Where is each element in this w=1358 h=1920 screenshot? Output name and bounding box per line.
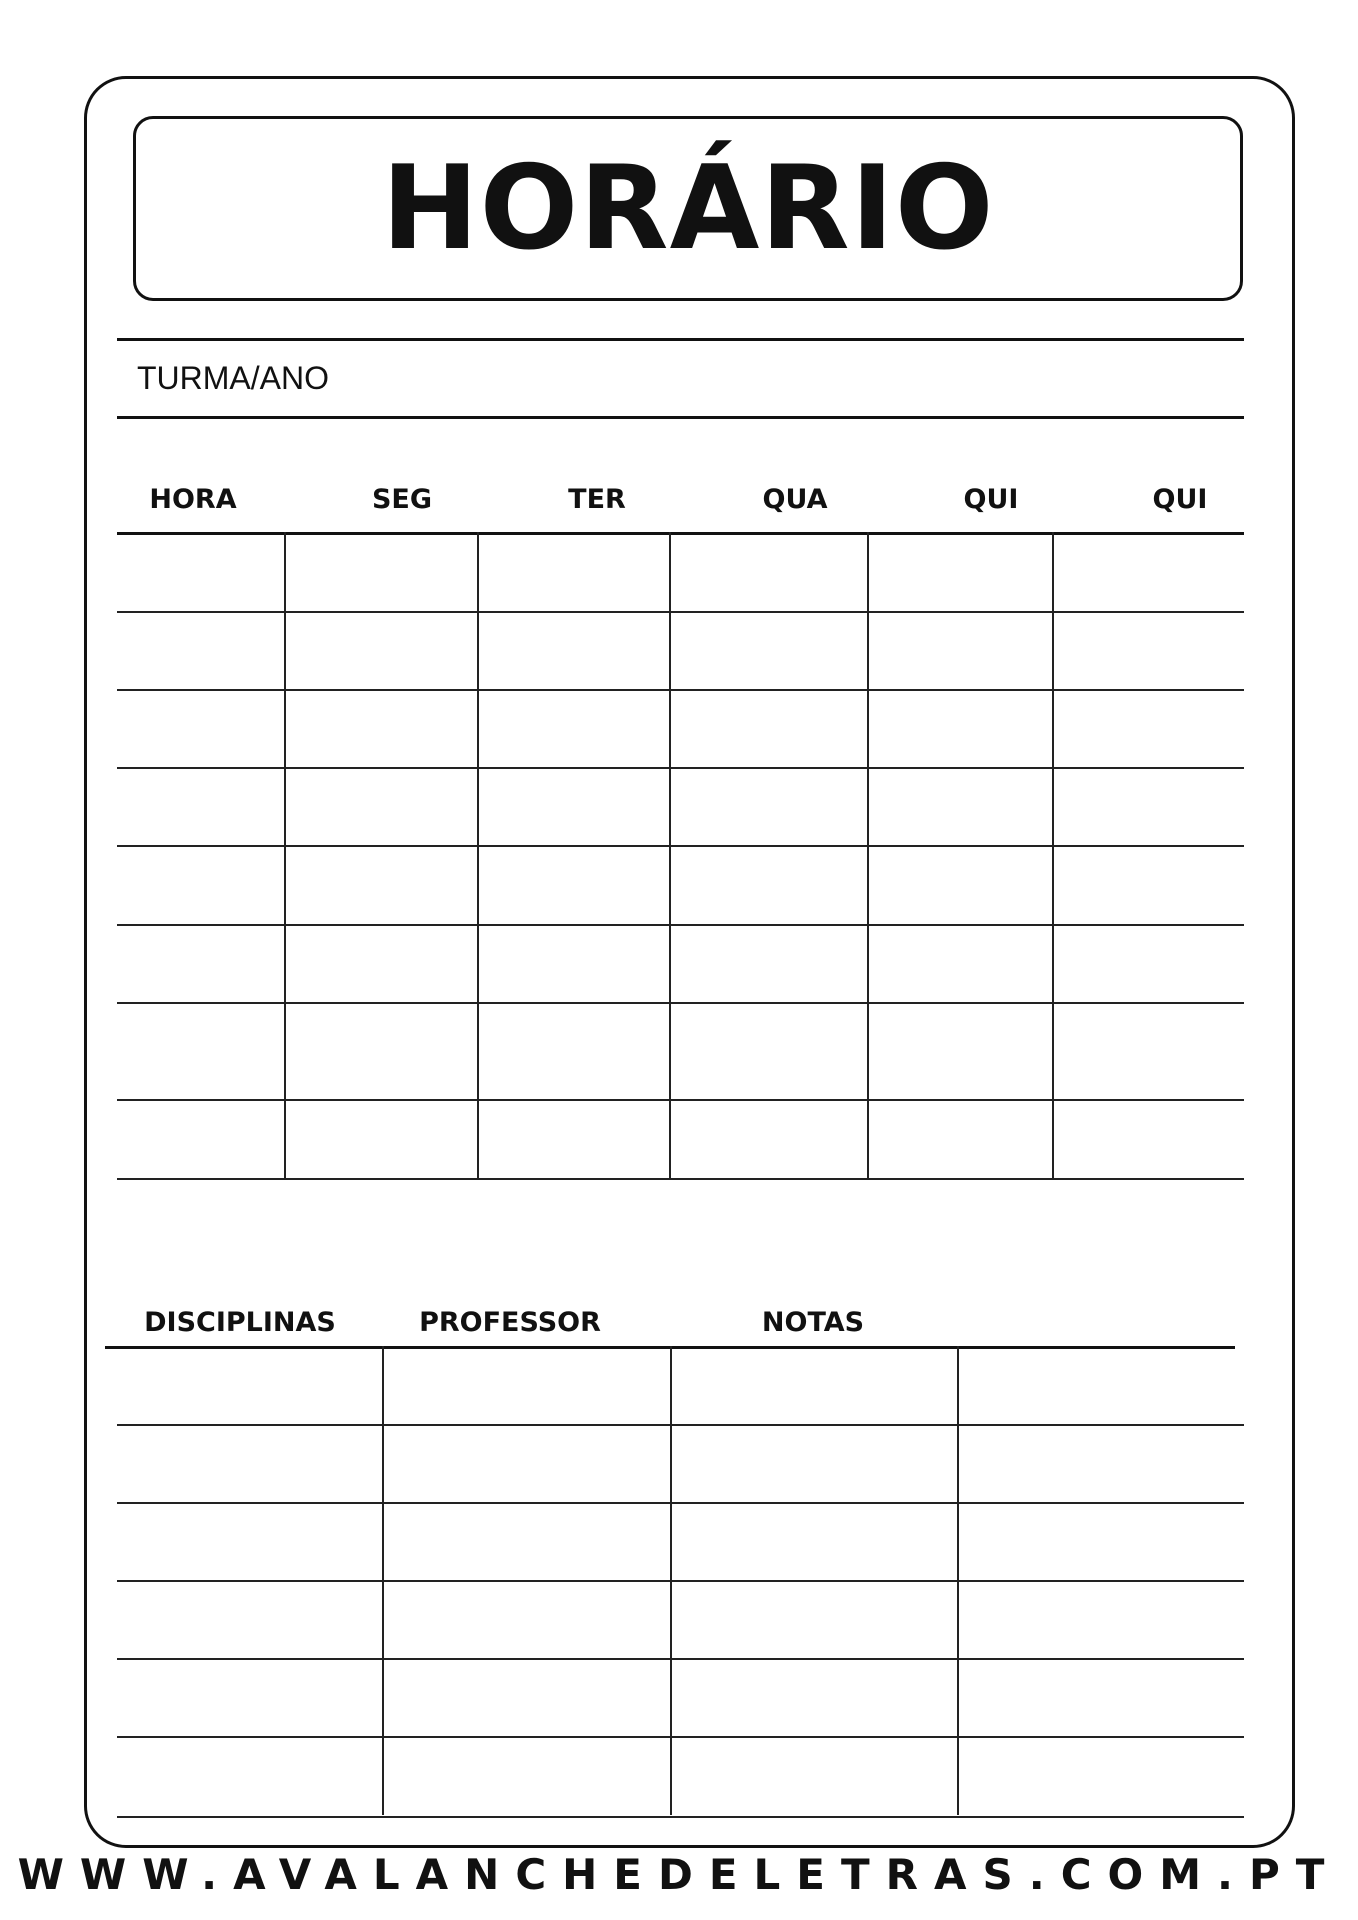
schedule-cell[interactable]: [286, 848, 475, 923]
schedule-cell[interactable]: [479, 1102, 667, 1177]
page-title: HORÁRIO: [381, 140, 995, 276]
schedule-row-line: [117, 1002, 1244, 1004]
subjects-row-line: [117, 1502, 1244, 1504]
schedule-cell[interactable]: [671, 770, 865, 844]
schedule-cell[interactable]: [869, 1102, 1050, 1177]
schedule-cell[interactable]: [119, 1005, 282, 1098]
schedule-cell[interactable]: [286, 1005, 475, 1098]
schedule-cell[interactable]: [286, 692, 475, 766]
subjects-cell[interactable]: [672, 1661, 955, 1735]
schedule-column-header: QUA: [762, 484, 828, 515]
schedule-row-line: [117, 611, 1244, 613]
subjects-cell[interactable]: [672, 1583, 955, 1657]
subjects-cell[interactable]: [119, 1583, 380, 1657]
subjects-cell[interactable]: [959, 1505, 1242, 1579]
subjects-cell[interactable]: [119, 1427, 380, 1501]
schedule-cell[interactable]: [119, 927, 282, 1001]
schedule-cell[interactable]: [671, 927, 865, 1001]
schedule-column-header: QUI: [963, 484, 1019, 515]
subjects-cell[interactable]: [672, 1349, 955, 1423]
schedule-cell[interactable]: [671, 1102, 865, 1177]
schedule-cell[interactable]: [119, 1102, 282, 1177]
subjects-column-header: PROFESSOR: [419, 1307, 601, 1338]
schedule-cell[interactable]: [479, 770, 667, 844]
schedule-cell[interactable]: [1054, 614, 1242, 688]
schedule-cell[interactable]: [286, 770, 475, 844]
class-field-top-rule: [117, 338, 1244, 341]
schedule-cell[interactable]: [671, 848, 865, 923]
schedule-cell[interactable]: [286, 535, 475, 610]
schedule-cell[interactable]: [1054, 770, 1242, 844]
subjects-row-line: [117, 1424, 1244, 1426]
schedule-cell[interactable]: [869, 692, 1050, 766]
schedule-row-line: [117, 767, 1244, 769]
schedule-cell[interactable]: [671, 692, 865, 766]
schedule-cell[interactable]: [869, 770, 1050, 844]
schedule-cell[interactable]: [479, 692, 667, 766]
schedule-column-header: TER: [568, 484, 626, 515]
schedule-row-line: [117, 1099, 1244, 1101]
schedule-cell[interactable]: [286, 927, 475, 1001]
subjects-cell[interactable]: [672, 1427, 955, 1501]
schedule-cell[interactable]: [119, 535, 282, 610]
schedule-cell[interactable]: [671, 1005, 865, 1098]
schedule-cell[interactable]: [869, 848, 1050, 923]
schedule-column-header: SEG: [371, 484, 433, 515]
subjects-cell[interactable]: [959, 1739, 1242, 1815]
schedule-cell[interactable]: [1054, 1102, 1242, 1177]
title-box: [133, 116, 1243, 301]
schedule-cell[interactable]: [119, 614, 282, 688]
subjects-cell[interactable]: [672, 1739, 955, 1815]
subjects-cell[interactable]: [384, 1427, 668, 1501]
schedule-cell[interactable]: [869, 1005, 1050, 1098]
schedule-cell[interactable]: [479, 614, 667, 688]
schedule-cell[interactable]: [1054, 692, 1242, 766]
schedule-cell[interactable]: [869, 927, 1050, 1001]
subjects-cell[interactable]: [959, 1661, 1242, 1735]
schedule-row-line: [117, 1178, 1244, 1180]
schedule-cell[interactable]: [869, 535, 1050, 610]
schedule-row-line: [117, 689, 1244, 691]
schedule-cell[interactable]: [1054, 1005, 1242, 1098]
schedule-cell[interactable]: [119, 848, 282, 923]
website-footer: WWW.AVALANCHEDELETRAS.COM.PT: [17, 1850, 1341, 1899]
schedule-row-line: [117, 924, 1244, 926]
subjects-cell[interactable]: [384, 1739, 668, 1815]
schedule-cell[interactable]: [119, 692, 282, 766]
subjects-cell[interactable]: [119, 1349, 380, 1423]
subjects-cell[interactable]: [384, 1349, 668, 1423]
subjects-cell[interactable]: [959, 1349, 1242, 1423]
subjects-cell[interactable]: [384, 1505, 668, 1579]
schedule-cell[interactable]: [286, 1102, 475, 1177]
schedule-cell[interactable]: [479, 927, 667, 1001]
class-field-label: TURMA/ANO: [137, 360, 329, 396]
subjects-row-line: [117, 1580, 1244, 1582]
schedule-cell[interactable]: [119, 770, 282, 844]
subjects-cell[interactable]: [119, 1739, 380, 1815]
subjects-column-header: NOTAS: [761, 1307, 865, 1338]
schedule-row-line: [117, 845, 1244, 847]
subjects-cell[interactable]: [959, 1583, 1242, 1657]
schedule-cell[interactable]: [1054, 848, 1242, 923]
schedule-cell[interactable]: [286, 614, 475, 688]
subjects-cell[interactable]: [384, 1661, 668, 1735]
schedule-cell[interactable]: [479, 535, 667, 610]
schedule-column-header: HORA: [149, 484, 237, 515]
schedule-cell[interactable]: [479, 1005, 667, 1098]
schedule-column-header: QUI: [1152, 484, 1208, 515]
subjects-row-line: [117, 1816, 1244, 1818]
subjects-cell[interactable]: [384, 1583, 668, 1657]
subjects-cell[interactable]: [959, 1427, 1242, 1501]
schedule-cell[interactable]: [869, 614, 1050, 688]
subjects-row-line: [117, 1658, 1244, 1660]
schedule-cell[interactable]: [1054, 927, 1242, 1001]
schedule-cell[interactable]: [479, 848, 667, 923]
subjects-row-line: [117, 1736, 1244, 1738]
schedule-cell[interactable]: [1054, 535, 1242, 610]
subjects-cell[interactable]: [119, 1661, 380, 1735]
subjects-column-header: DISCIPLINAS: [144, 1307, 336, 1338]
subjects-cell[interactable]: [119, 1505, 380, 1579]
class-field-input-line[interactable]: [117, 416, 1244, 419]
schedule-cell[interactable]: [671, 614, 865, 688]
schedule-cell[interactable]: [671, 535, 865, 610]
subjects-cell[interactable]: [672, 1505, 955, 1579]
